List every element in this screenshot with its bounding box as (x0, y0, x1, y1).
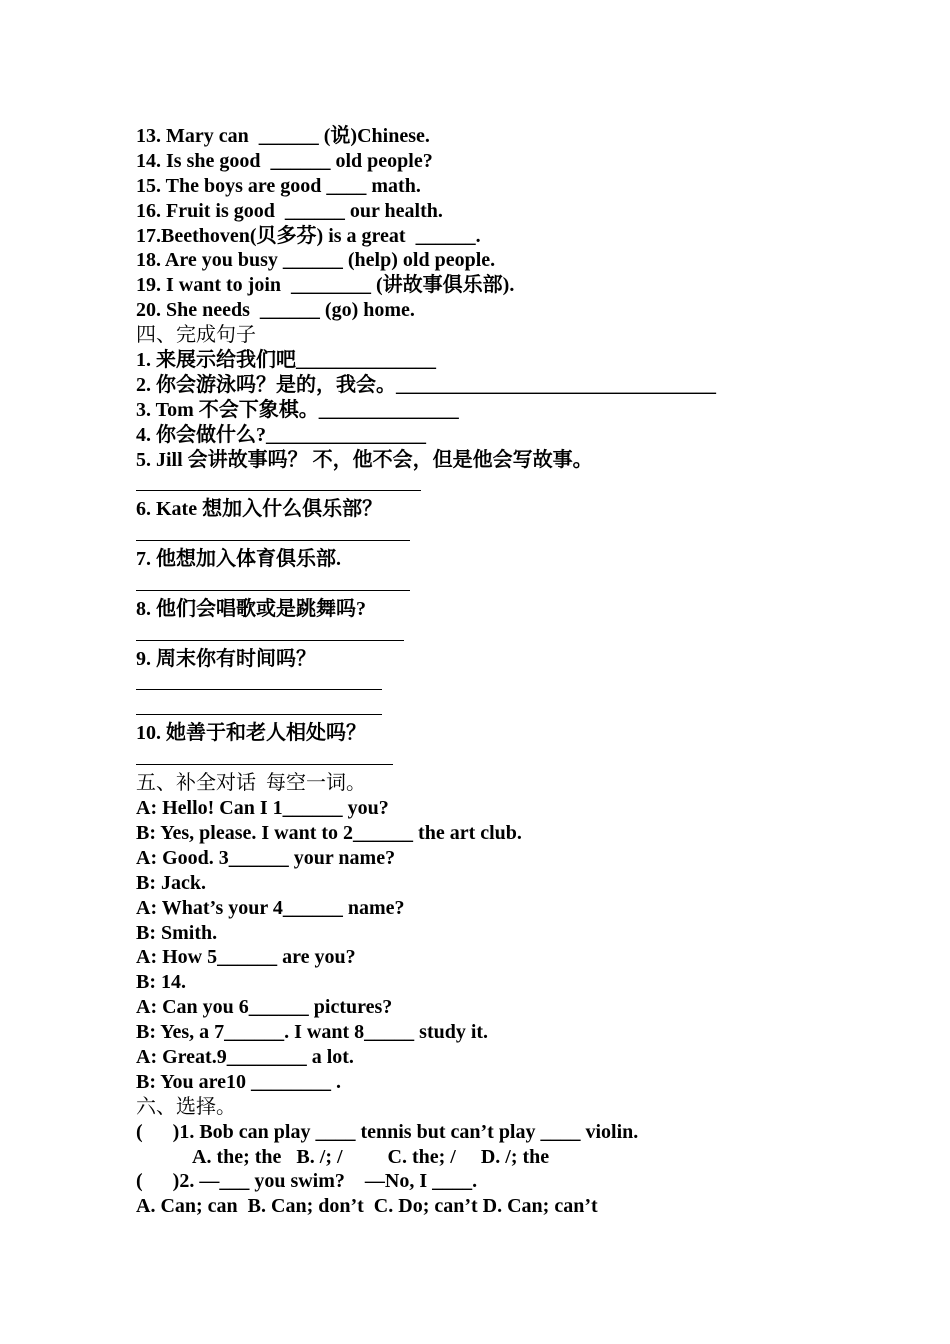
translate-item-10: 10. 她善于和老人相处吗？ (136, 722, 366, 745)
translate-item-4: 4. 你会做什么?________________ (136, 423, 426, 446)
choice-options-1: A. the; the B. /; / C. the; / D. /; the (192, 1145, 550, 1168)
translate-item-6: 6. Kate 想加入什么俱乐部？ (136, 498, 383, 521)
section-heading-complete-sentences: 四、完成句子 (136, 324, 256, 347)
question-16: 16. Fruit is good ______ our health. (136, 199, 443, 222)
dialogue-line: A: What’s your 4______ name? (136, 896, 405, 919)
translate-item-1: 1. 来展示给我们吧______________ (136, 349, 436, 372)
translate-item-2: 2. 你会游泳吗？是的，我会。________________________________ (136, 373, 716, 396)
question-14: 14. Is she good ______ old people? (136, 149, 433, 172)
question-13: 13. Mary can ______ (说)Chinese. (136, 125, 430, 147)
dialogue-line: B: 14. (136, 971, 186, 994)
dialogue-line: B: Yes, a 7______. I want 8_____ study it. (136, 1021, 489, 1044)
choice-question-2: ( )2. —___ you swim? —No, I ____. (136, 1170, 478, 1193)
question-20: 20. She needs ______ (go) home. (136, 299, 415, 322)
section-heading-choice: 六、选择。 (136, 1095, 236, 1118)
translate-item-8: 8. 他们会唱歌或是跳舞吗? (136, 597, 366, 620)
dialogue-line: A: Can you 6______ pictures? (136, 996, 393, 1019)
answer-blank (136, 746, 856, 771)
dialogue-line: A: How 5______ are you? (136, 946, 356, 969)
answer-blank (136, 572, 856, 597)
question-18: 18. Are you busy ______ (help) old people. (136, 249, 496, 272)
question-15: 15. The boys are good ____ math. (136, 174, 421, 197)
answer-blank (136, 472, 856, 497)
dialogue-line: A: Hello! Can I 1______ you? (136, 797, 389, 820)
question-19: 19. I want to join ________ (讲故事俱乐部). (136, 274, 515, 297)
dialogue-line: A: Great.9________ a lot. (136, 1045, 354, 1068)
answer-blank (136, 522, 856, 547)
answer-blank (136, 696, 856, 721)
choice-options-2: A. Can; can B. Can; don’t C. Do; can’t D. Can; can’t (136, 1195, 598, 1218)
dialogue-line: B: Jack. (136, 871, 206, 894)
worksheet-page (136, 124, 856, 1219)
choice-question-1: ( )1. Bob can play ____ tennis but can’t play ____ violin. (136, 1120, 639, 1143)
dialogue-line: B: Yes, please. I want to 2______ the art club. (136, 821, 522, 844)
dialogue-line: B: You are10 ________ . (136, 1070, 341, 1093)
dialogue-line: A: Good. 3______ your name? (136, 846, 396, 869)
dialogue-line: B: Smith. (136, 921, 218, 944)
section-heading-dialogue: 五、补全对话 每空一词。 (136, 772, 366, 795)
answer-blank (136, 672, 856, 697)
translate-item-3: 3. Tom 不会下象棋。______________ (136, 398, 459, 421)
question-17: 17.Beethoven(贝多芬) is a great ______. (136, 224, 481, 247)
translate-item-5: 5. Jill 会讲故事吗？ 不，他不会，但是他会写故事。 (136, 448, 593, 471)
translate-item-9: 9. 周末你有时间吗？ (136, 647, 316, 670)
answer-blank (136, 622, 856, 647)
translate-item-7: 7. 他想加入体育俱乐部. (136, 548, 341, 571)
